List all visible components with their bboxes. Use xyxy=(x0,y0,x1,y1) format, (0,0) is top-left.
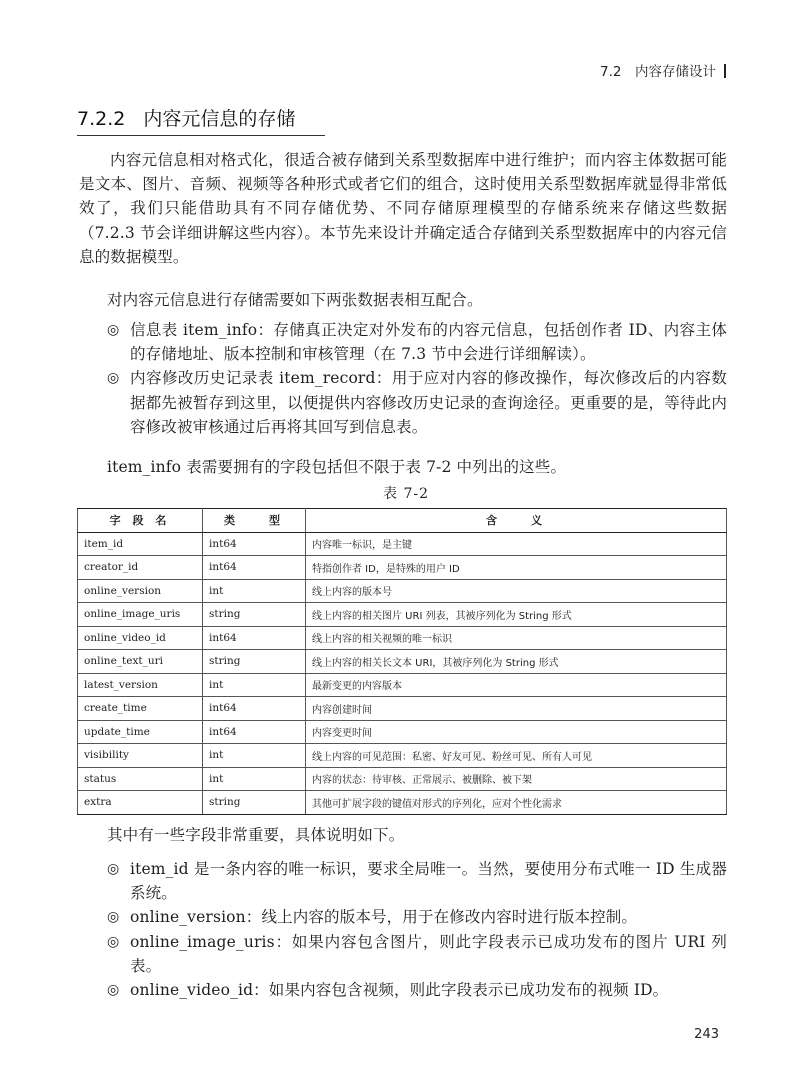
cell-type: int64 xyxy=(203,532,306,556)
bullet-mark: ◎ xyxy=(107,982,120,999)
cell-field: online_version xyxy=(78,579,203,603)
bullet-mark: ◎ xyxy=(107,861,120,877)
cell-field: creator_id xyxy=(78,556,203,580)
header-meaning: 含 义 xyxy=(306,509,727,533)
header-field-name: 字 段 名 xyxy=(78,509,203,533)
bullet-mark: ◎ xyxy=(107,909,120,926)
table-row xyxy=(78,697,727,721)
cell-type: int64 xyxy=(203,720,306,744)
cell-meaning: 线上内容的可见范围：私密、好友可见、粉丝可见、所有人可见 xyxy=(306,744,727,768)
header-type: 类 型 xyxy=(203,509,306,533)
cell-type: int64 xyxy=(203,556,306,580)
table-row xyxy=(78,791,727,815)
important-intro-paragraph: 其中有一些字段非常重要，具体说明如下。 xyxy=(107,826,405,844)
cell-type: string xyxy=(203,650,306,674)
cell-type: int xyxy=(203,744,306,768)
cell-meaning: 内容的状态：待审核、正常展示、被删除、被下架 xyxy=(306,767,727,791)
list-item xyxy=(107,318,727,366)
list-item-text: 内容修改历史记录表 item_record：用于应对内容的修改操作，每次修改后的内容数据都先被暂存到这里，以便提供内容修改历史记录的查询途径。更重要的是，等待此内容修改被审核通过后再将其回写到信息表。 xyxy=(130,369,727,436)
cell-type: string xyxy=(203,791,306,815)
bullet-mark: ◎ xyxy=(107,322,120,338)
table-row xyxy=(78,650,727,674)
cell-field: online_image_uris xyxy=(78,603,203,627)
list-item-text: online_version：线上内容的版本号，用于在修改内容时进行版本控制。 xyxy=(130,908,638,927)
tables-intro-paragraph: 对内容元信息进行存储需要如下两张数据表相互配合。 xyxy=(107,291,483,309)
table-row xyxy=(78,767,727,791)
section-number: 7.2.2 xyxy=(77,108,126,130)
table-row xyxy=(78,556,727,580)
section-heading xyxy=(77,104,325,136)
cell-field: update_time xyxy=(78,720,203,744)
important-fields-list xyxy=(107,857,727,1002)
page-number: 243 xyxy=(694,1027,719,1042)
table-header-row xyxy=(78,509,727,533)
list-item xyxy=(107,930,727,978)
cell-type: int64 xyxy=(203,626,306,650)
table-row xyxy=(78,720,727,744)
cell-meaning: 最新变更的内容版本 xyxy=(306,673,727,697)
cell-type: int64 xyxy=(203,697,306,721)
table-row xyxy=(78,673,727,697)
cell-meaning: 内容唯一标识，是主键 xyxy=(306,532,727,556)
list-item-text: item_id 是一条内容的唯一标识，要求全局唯一。当然，要使用分布式唯一 ID 生成器系统。 xyxy=(130,860,727,903)
bullet-mark: ◎ xyxy=(107,370,120,387)
list-item xyxy=(107,366,727,439)
cell-meaning: 内容创建时间 xyxy=(306,697,727,721)
cell-meaning: 线上内容的相关图片 URI 列表，其被序列化为 String 形式 xyxy=(306,603,727,627)
cell-meaning: 线上内容的相关视频的唯一标识 xyxy=(306,626,727,650)
list-item xyxy=(107,978,727,1002)
cell-meaning: 特指创作者 ID，是特殊的用户 ID xyxy=(306,556,727,580)
list-item xyxy=(107,857,727,905)
running-header xyxy=(600,60,726,80)
list-item xyxy=(107,905,727,929)
cell-type: int xyxy=(203,579,306,603)
cell-type: int xyxy=(203,673,306,697)
bullet-mark: ◎ xyxy=(107,933,120,950)
table-caption: 表 7-2 xyxy=(383,486,429,502)
list-item-text: 信息表 item_info：存储真正决定对外发布的内容元信息，包括创作者 ID、内容主体的存储地址、版本控制和审核管理（在 7.3 节中会进行详细解读）。 xyxy=(130,321,727,364)
table-row xyxy=(78,626,727,650)
cell-meaning: 线上内容的相关长文本 URI，其被序列化为 String 形式 xyxy=(306,650,727,674)
cell-field: item_id xyxy=(78,532,203,556)
intro-paragraph: 内容元信息相对格式化，很适合被存储到关系型数据库中进行维护；而内容主体数据可能是文本、图片、音频、视频等各种形式或者它们的组合，这时使用关系型数据库就显得非常低效了，我们只能借助具有不同存储优势、不同存储原理模型的存储系统来存储这些数据（7.2.3 节会详细讲解这些内容）。本节先来设计并确定适合存储到关系型数据库中的内容元信息的数据模型。 xyxy=(79,151,727,266)
section-title: 内容元信息的存储 xyxy=(143,108,296,130)
tables-list xyxy=(107,318,727,439)
cell-meaning: 其他可扩展字段的键值对形式的序列化，应对个性化需求 xyxy=(306,791,727,815)
cell-meaning: 内容变更时间 xyxy=(306,720,727,744)
cell-field: extra xyxy=(78,791,203,815)
cell-type: string xyxy=(203,603,306,627)
cell-meaning: 线上内容的版本号 xyxy=(306,579,727,603)
list-item-text: online_image_uris：如果内容包含图片，则此字段表示已成功发布的图片 URI 列表。 xyxy=(130,932,727,975)
table-row xyxy=(78,744,727,768)
table-row xyxy=(78,603,727,627)
fields-intro-paragraph: item_info 表需要拥有的字段包括但不限于表 7-2 中列出的这些。 xyxy=(107,458,567,476)
cell-field: latest_version xyxy=(78,673,203,697)
running-header-text: 7.2 内容存储设计 xyxy=(600,64,716,80)
list-item-text: online_video_id：如果内容包含视频，则此字段表示已成功发布的视频 ID。 xyxy=(130,981,669,1000)
cell-field: online_video_id xyxy=(78,626,203,650)
cell-field: online_text_uri xyxy=(78,650,203,674)
cell-type: int xyxy=(203,767,306,791)
cell-field: visibility xyxy=(78,744,203,768)
header-bar xyxy=(724,64,726,78)
table-row xyxy=(78,532,727,556)
fields-table xyxy=(77,508,727,815)
table-row xyxy=(78,579,727,603)
cell-field: status xyxy=(78,767,203,791)
cell-field: create_time xyxy=(78,697,203,721)
